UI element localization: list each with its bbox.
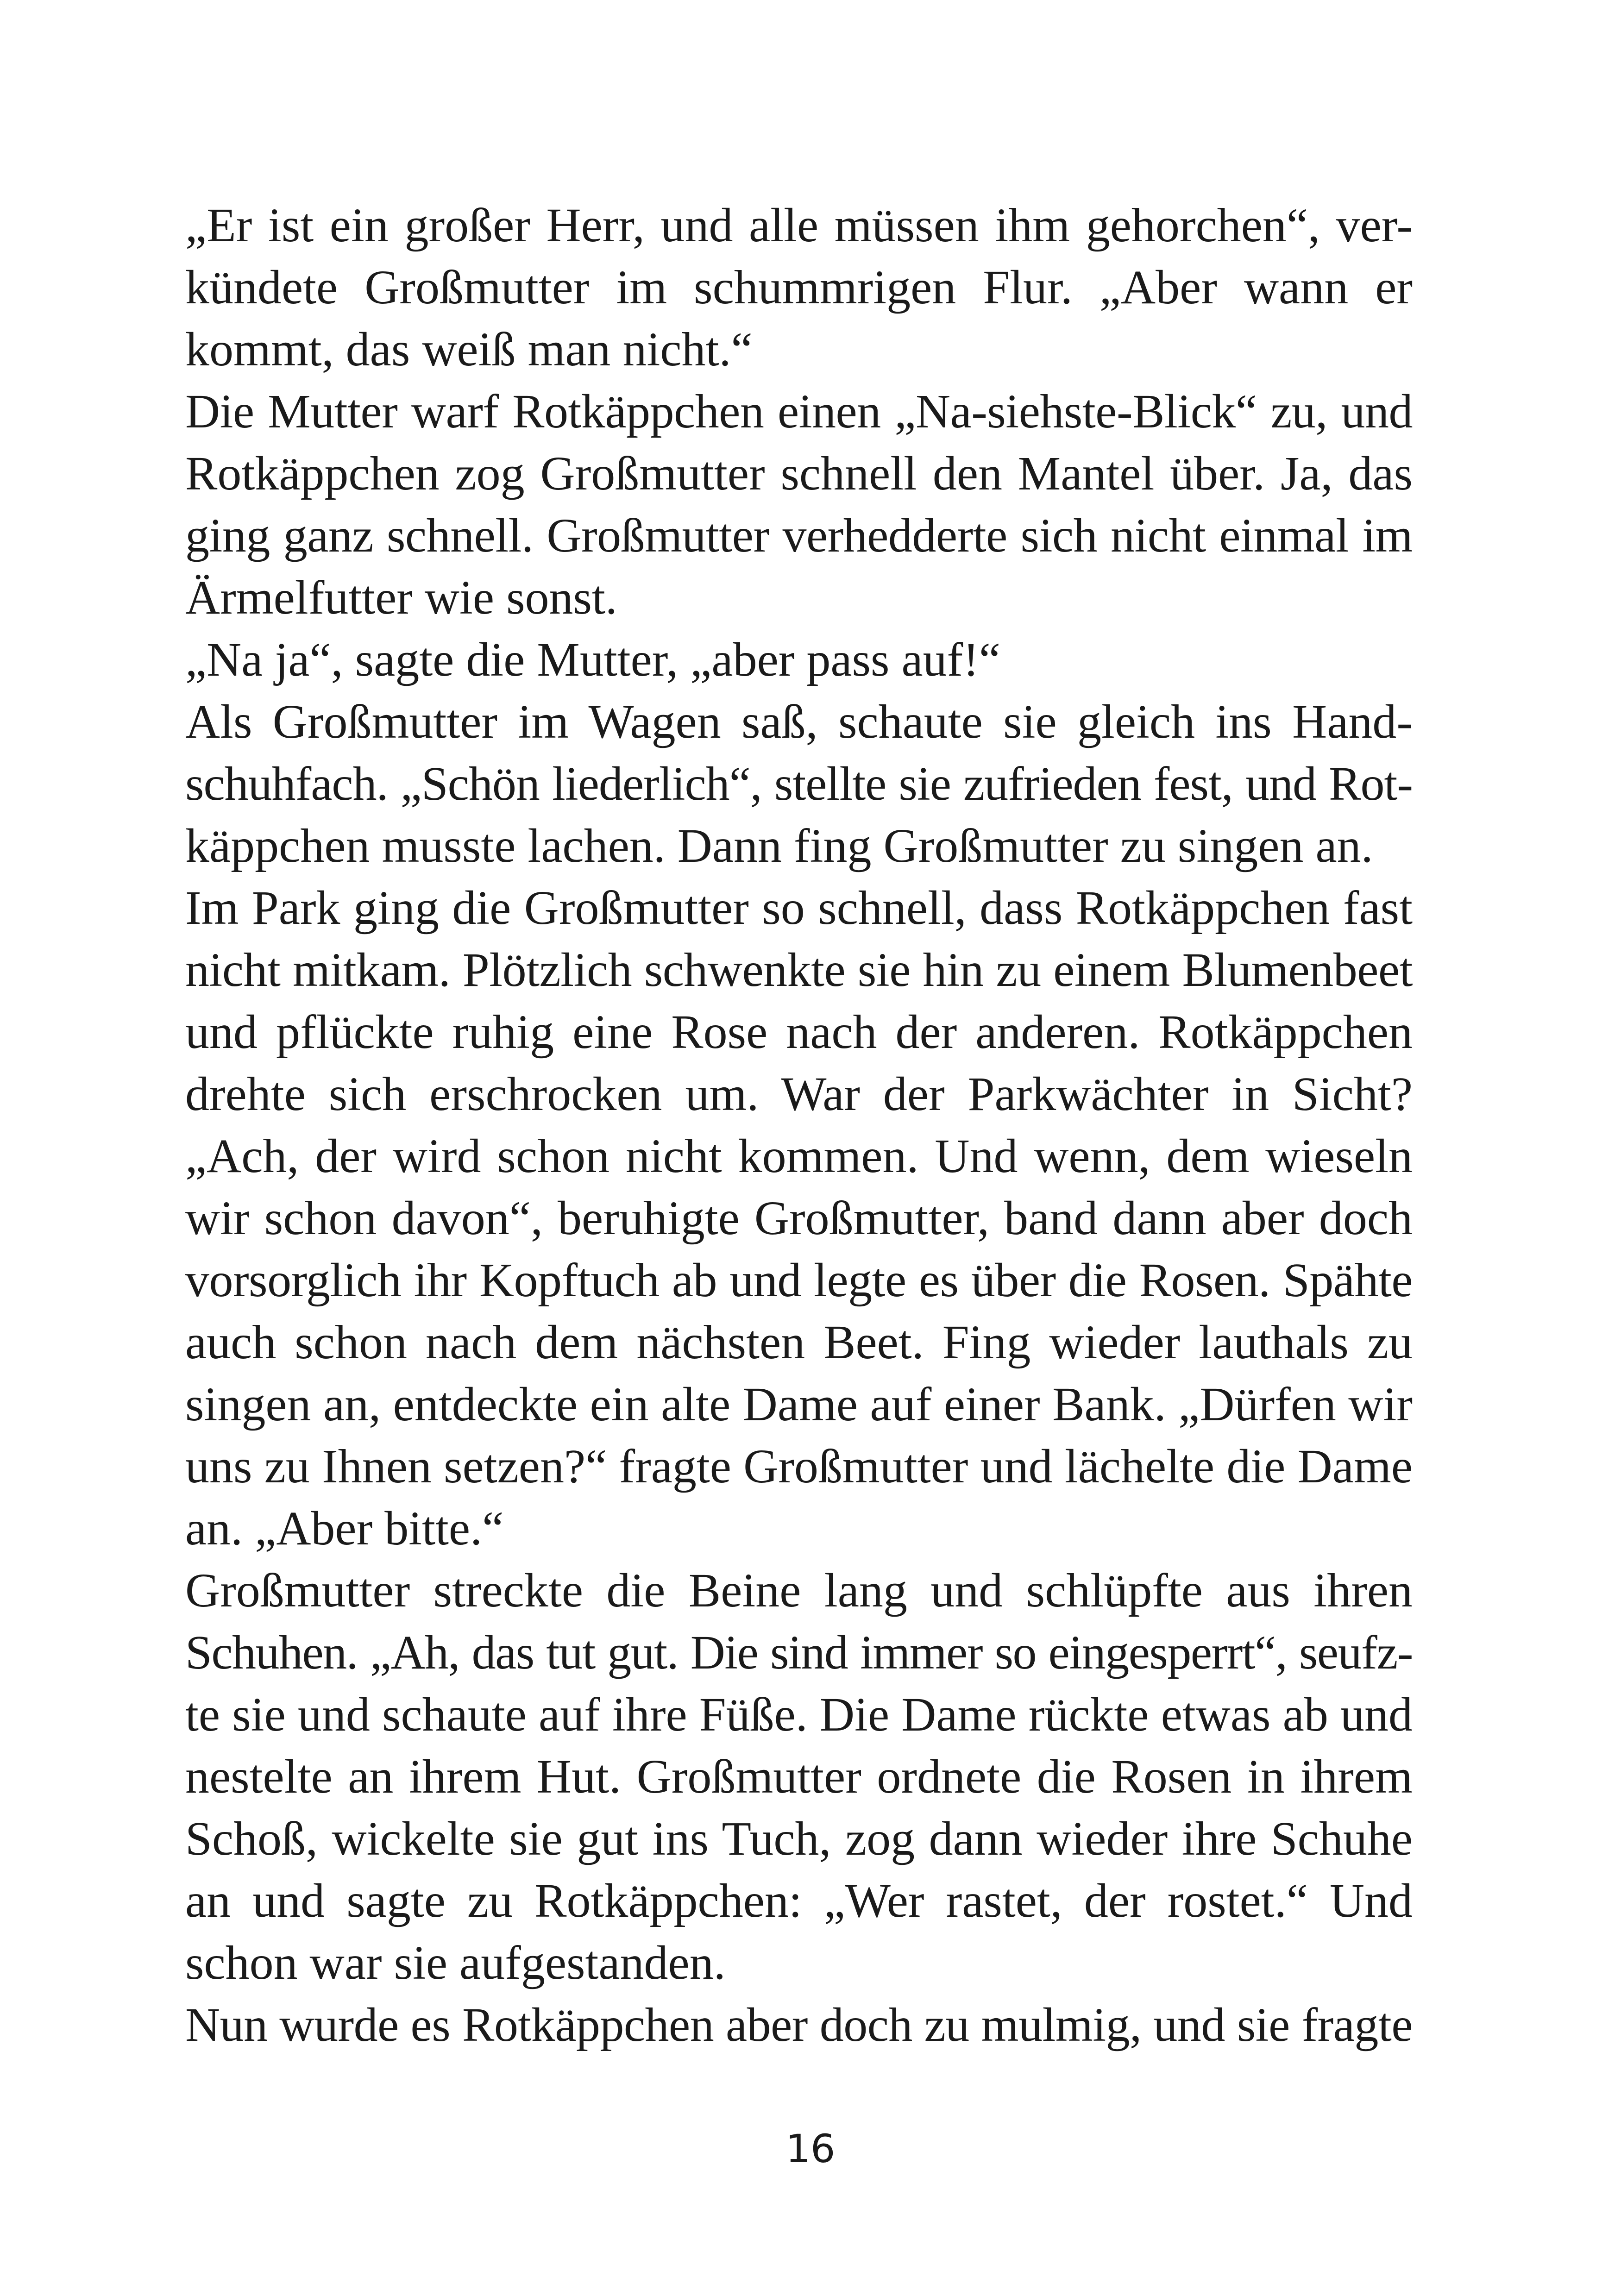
- text-line: käppchen musste lachen. Dann fing Großmutter zu singen an.: [185, 819, 1373, 872]
- text-line: Schuhen. „Ah, das tut gut. Die sind immer so eingesperrt“, seufz-: [185, 1626, 1413, 1679]
- text-line: Die Mutter warf Rotkäppchen einen „Na-siehste-Blick“ zu, und: [185, 385, 1413, 438]
- text-line: schon war sie aufgestanden.: [185, 1936, 726, 1989]
- page-number: 16: [785, 2126, 836, 2171]
- text-line: Nun wurde es Rotkäppchen aber doch zu mulmig, und sie fragte: [185, 1998, 1413, 2051]
- text-line: nestelte an ihrem Hut. Großmutter ordnete die Rosen in ihrem: [185, 1750, 1413, 1803]
- text-line: auch schon nach dem nächsten Beet. Fing wieder lauthals zu: [185, 1316, 1413, 1369]
- text-line: an und sagte zu Rotkäppchen: „Wer rastet, der rostet.“ Und: [185, 1874, 1413, 1927]
- text-line: te sie und schaute auf ihre Füße. Die Dame rückte etwas ab und: [185, 1688, 1413, 1741]
- text-line: uns zu Ihnen setzen?“ fragte Großmutter und lächelte die Dame: [185, 1440, 1413, 1493]
- text-line: „Er ist ein großer Herr, und alle müssen ihm gehorchen“, ver-: [185, 199, 1413, 252]
- text-line: Schoß, wickelte sie gut ins Tuch, zog dann wieder ihre Schuhe: [185, 1812, 1413, 1865]
- text-line: kommt, das weiß man nicht.“: [185, 323, 753, 376]
- text-line: drehte sich erschrocken um. War der Parkwächter in Sicht?: [185, 1067, 1413, 1121]
- text-line: „Ach, der wird schon nicht kommen. Und wenn, dem wieseln: [185, 1129, 1413, 1183]
- text-line: nicht mitkam. Plötzlich schwenkte sie hin zu einem Blumenbeet: [185, 943, 1413, 997]
- text-line: an. „Aber bitte.“: [185, 1502, 504, 1555]
- text-line: und pflückte ruhig eine Rose nach der anderen. Rotkäppchen: [185, 1005, 1413, 1059]
- text-line: Im Park ging die Großmutter so schnell, dass Rotkäppchen fast: [185, 881, 1413, 935]
- text-line: Großmutter streckte die Beine lang und schlüpfte aus ihren: [185, 1564, 1413, 1617]
- text-line: schuhfach. „Schön liederlich“, stellte sie zufrieden fest, und Rot-: [185, 757, 1413, 810]
- text-line: Als Großmutter im Wagen saß, schaute sie gleich ins Hand-: [185, 695, 1413, 748]
- text-line: „Na ja“, sagte die Mutter, „aber pass auf!“: [185, 633, 1001, 686]
- body-text: [185, 194, 1413, 2056]
- text-line: singen an, entdeckte ein alte Dame auf einer Bank. „Dürfen wir: [185, 1378, 1413, 1431]
- text-line: Rotkäppchen zog Großmutter schnell den Mantel über. Ja, das: [185, 447, 1413, 500]
- text-line: kündete Großmutter im schummrigen Flur. „Aber wann er: [185, 261, 1413, 314]
- text-line: vorsorglich ihr Kopftuch ab und legte es über die Rosen. Spähte: [185, 1254, 1413, 1307]
- text-line: ging ganz schnell. Großmutter verhedderte sich nicht einmal im: [185, 509, 1413, 562]
- text-line: Ärmelfutter wie sonst.: [185, 571, 617, 624]
- text-line: wir schon davon“, beruhigte Großmutter, band dann aber doch: [185, 1192, 1413, 1245]
